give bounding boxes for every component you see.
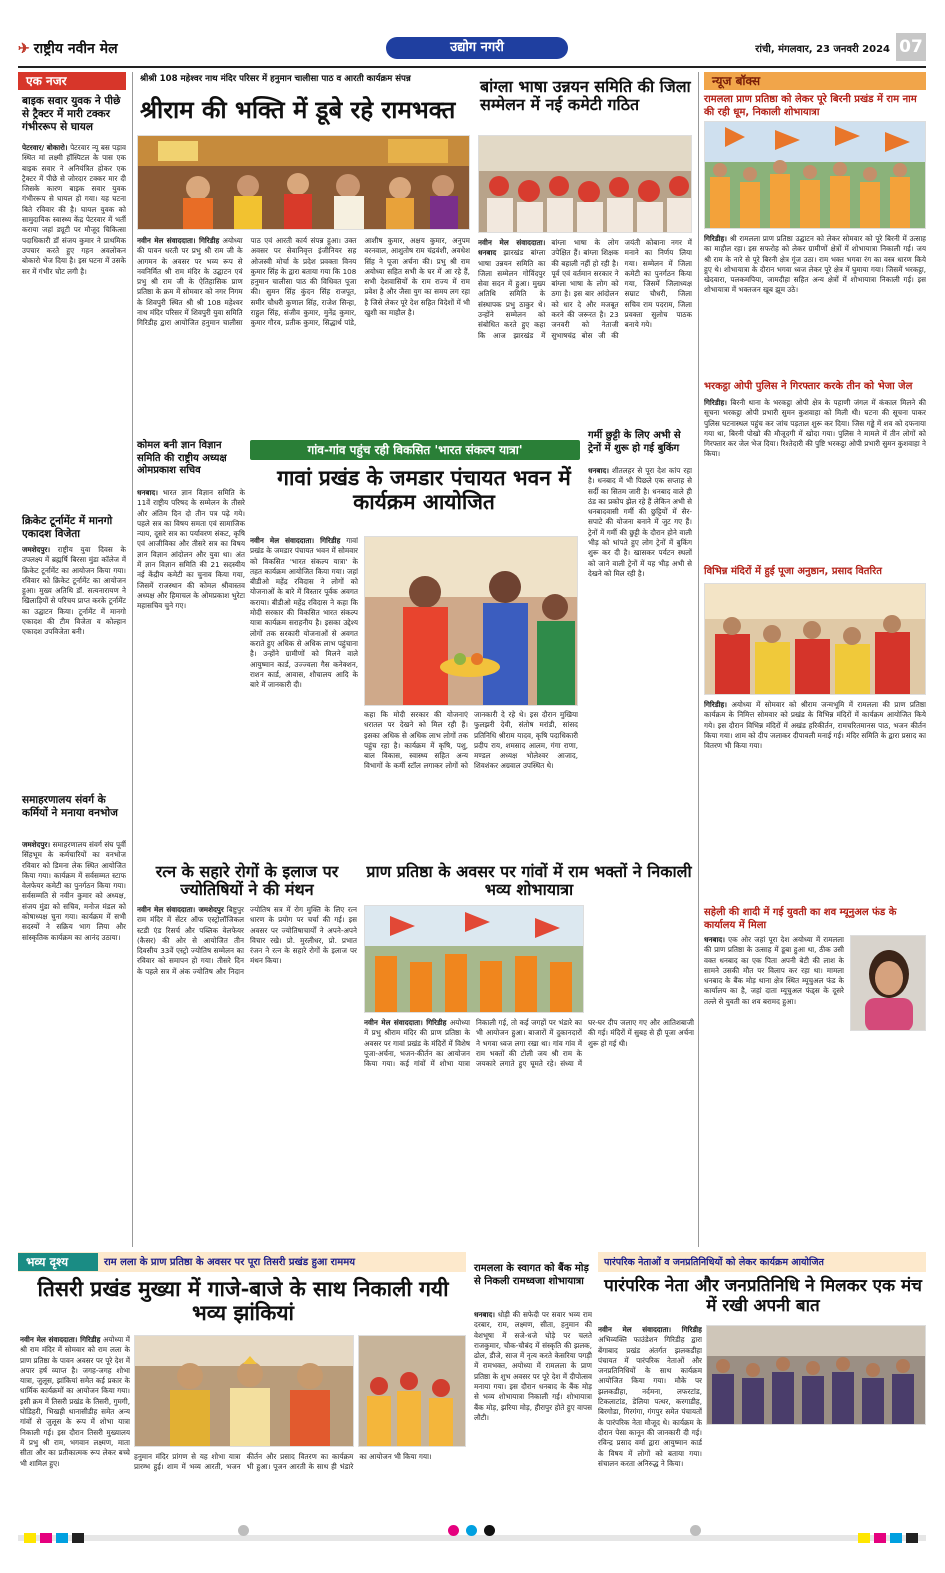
newsbox-dateline: गिरिडीह। (704, 234, 727, 243)
story-text: अयोध्या की पावन धरती पर प्रभु श्री राम जी के आगमन के अवसर पर भव्य रूप से नवनिर्मित श्री राम मंदिर के उद्घाटन एवं प्रभु श्री राम जी के ऐतिहासिक प्राण प्रतिष्ठा के क्रम में सोमवार को नगर निगम के शिवपुरी स्थित श्री श्री 108 महेश्वर नाथ मंदिर परिसर में शिवपुरी युवा समिति गिरिडीह द्वारा आयोजित हनुमान चालीसा पाठ एवं आरती कार्य संपन्न हुआ। उक्त अवसर पर सेवानिवृत्त इंजीनियर सह ओजस्वी मोर्चा के प्रदेश प्रवक्ता विनय कुमार सिंह के द्वारा बताया गया कि 108 हनुमान चालीसा पाठ की विधिवत पूजा की। सुमन सिंह कुंदन सिंह राजपूत, समीर चौधरी कुणाल सिंह, राजेश सिन्हा, राहुल सिंह, संजीव कुमार, मुनेंद्र कुमार, कुमार गौरव, प्रतीक कुमार, सिद्धार्थ पांडे, आशीष कुमार, अक्षय कुमार, अनुपम वरनवाल, आशुतोष राम चंद्रवंशी, अवधेश सिंह ने पूजा अर्चना की। प्रभु श्री राम अयोध्या सहित सभी के घर में आ रहे हैं, सभी देशवासियों के राम राज्य में राम प्रवेश है और जैसा युग का समय लग रहा है जिसे लेकर पूरे देश सहित विदेशों में भी खुशी का माहौल है। (137, 236, 470, 328)
newsbox-text: अयोध्या में सोमवार को श्रीराम जन्मभूमि में रामलला की प्राण प्रतिष्ठा कार्यक्रम के निमित्त सोमवार को प्रखंड के विभिन्न मंदिरों में कार्यक्रम आयोजित किये गये। इस दौरान विभिन्न मंदिरों में अखंड हरिकीर्तन, रामचरितमानस पाठ, भजन कीर्तन किया गया। शाम को दीप जलाकर दीपावली मनाई गई। मंदिर समिति के द्वारा प्रसाद का वितरण भी किया गया। (704, 700, 926, 751)
village-procession-photo-art (365, 906, 584, 1013)
register-dot (466, 1525, 477, 1536)
story-headline: बांग्ला भाषा उन्नयन समिति की जिला सम्मेलन में नई कमेटी गठित (480, 77, 691, 115)
masthead-title: राष्ट्रीय नवीन मेल (33, 41, 118, 57)
story-body (137, 488, 245, 850)
brief-text: समाहरणालय संवर्ग संघ पूर्वी सिंहभूम के कर्मचारियों का वनभोज रविवार को डिमना लेक स्थित आयोजित किया गया। कार्यक्रम में सर्वसम्मत स्टाफ वेलफेयर कमेटी का पुनर्गठन किया गया। सर्वसम्मति से नवीन कुमार को अध्यक्ष, संजय मुंडा को सचिव, मनोज मंडल को कोषाध्यक्ष चुना गया। कार्यक्रम में सभी सदस्यों ने सक्रिय भाग लिया और सांस्कृतिक कार्यक्रम का आनंद उठाया। (22, 840, 126, 942)
news-box-label: न्यूज बॉक्स (704, 72, 926, 90)
newsbox-body (704, 935, 844, 1037)
newsbox-body (704, 398, 926, 563)
header-rule (18, 66, 926, 68)
story-text: अभिव्यक्ति फाउंडेशन गिरिडीह द्वारा बेंगाबाद प्रखंड अंतर्गत झलकडीहा पंचायत में पारंपरिक नेताओं और जनप्रतिनिधियों के साथ कार्यक्रम आयोजित किया गया। मौके पर झलकडीहा, नर्दमना, लफरटांड, टिकलाटांड, डेलिया पत्थर, करगाडीह, बिरगोडा, गिरगंगा, गंगपुर समेत पंचायतों के पारंपरिक नेता मौजूद थे। कार्यक्रम के दौरान पेसा कानून की जानकारी दी गई। रविन्द्र प्रसाद वर्मा द्वारा आयुष्मान कार्ड के विषय में लोगों को बताया गया। संचालन करता अनिरुद्ध ने किया। (598, 1335, 702, 1468)
story-body-continued: हनुमान मंदिर प्रांगण से यह शोभा यात्रा प्रारम्भ हुई। शाम में भव्य आरती, भजन कीर्तन और प्रसाद वितरण का कार्यक्रम भी हुआ। पूजन आरती के साथ ही भंडारे का आयोजन भी किया गया। (134, 1452, 432, 1472)
story-body (364, 1018, 694, 1240)
brief-dateline: पेटरवार/ बोकारो। (22, 143, 68, 152)
story-body (20, 1335, 130, 1525)
story-body (137, 905, 357, 1240)
brief-body (22, 143, 126, 511)
register-dot (448, 1525, 459, 1536)
village-procession-photo (364, 905, 584, 1013)
story-headline: गर्मी छुट्टी के लिए अभी से ट्रेनों में शुरू हो गई बुकिंग (588, 430, 681, 454)
procession-photo (704, 121, 926, 229)
story-headline: प्राण प्रतिष्ठा के अवसर पर गांवों में राम भक्तों ने निकाली भव्य शोभायात्रा (366, 862, 692, 900)
newsbox-text: बिरनी थाना के भरकट्ठा ओपी क्षेत्र के पहाणी जंगल में कंकाल मिलने की सूचना भरकट्ठा ओपी प्रभारी सुमन कुशवाहा को मिली थी। घटना की सूचना पाकर पुलिस घटनास्थल पहुंच कर जांच पड़ताल शुरू कर दिया। जिस गड्ढे में शव को दफनाया गया था, बिरनी पोखो की मौजूदगी में खोदा गया। पुलिस ने मामले में तीन लोगों को गिरफ्तार कर जेल भेज दिया। रिश्तेदारी की पुष्टि भरकट्ठा ओपी प्रभारी सुमन कुशवाहा ने किया। (704, 398, 926, 459)
newsbox-text: एक ओर जहां पूरा देश अयोध्या में रामलला की प्राण प्रतिष्ठा के उत्साह में डूबा हुआ था, ठीक उसी वक्त धनबाद का एक पिता अपनी बेटी की लाश के सामने उसकी मौत पर विलाप कर रहा था। मामला धनबाद के बैंक मोड़ थाना क्षेत्र स्थित म्यूचुअल फंड के कार्यालय का है, जहां दाता म्यूचुअल फंड्स के दूसरे तल्ले से युवती का शव बरामद हुआ। (704, 935, 844, 1006)
brief-dateline: जमशेदपुर। (22, 840, 51, 849)
newsbox-headline: रामलला प्राण प्रतिष्ठा को लेकर पूरे बिरनी प्रखंड में राम नाम की रही धूम, निकाली शोभायात्रा (704, 94, 917, 118)
meeting-photo-art (707, 1326, 926, 1425)
brief-dateline: जमशेदपुर। (22, 545, 51, 554)
ek-nazar-label: एक नजर (18, 72, 126, 90)
story-body (137, 236, 470, 386)
yatra-photo (364, 536, 578, 706)
brief-headline: समाहरणालय संवर्ग के कर्मियों ने मनाया वनभोज (22, 794, 118, 820)
newsbox-dateline: धनबाद। (704, 935, 725, 944)
story-text: अयोध्या में प्रभु श्रीराम मंदिर की प्राण प्रतिष्ठा के अवसर पर गावां प्रखंड के मंदिरों में विशेष पूजा-अर्चना, भजन-कीर्तन का आयोजन किया गया। कई गांवों में शोभा यात्रा निकाली गई, तो कई जगहों पर भंडारे का भी आयोजन हुआ। बाजारों में दुकानदारों ने भगवा ध्वज लगा रखा था। गांव गांव में राम भक्तों की टोली जय श्री राम के जयकारे लगाते हुए घूमते रहे। संध्या में घर-घर दीप जलाए गए और आतिशबाजी की गई। मंदिरों में सुबह से ही पूजा अर्चना शुरू हो गई थी। (364, 1018, 694, 1069)
story-text: अयोध्या में श्री राम मंदिर में सोमवार को राम लला के प्राण प्रतिष्ठा के पावन अवसर पर पूरे देश में अपार हर्ष व्याप्त है। जगह-जगह शोभा यात्रा, जुलूस, झांकियां समेत कई प्रकार के धार्मिक कार्यक्रमों का आयोजन किया गया। इसी क्रम में तिसरी प्रखंड के तिसरी, गुमगी, घोडिहरी, भिखही थानासीडीह समेत अन्य गांवों से जुलूस के रूप में शोभा यात्रा निकाली गई। इस दौरान तिसरी मुख्यालय में प्रभु श्री राम, भगवान लक्ष्मण, माता सीता और का प्रतीकात्मक रूप लेकर बच्चे भी शामिल हुए। (20, 1335, 130, 1468)
temple-photo-art (705, 584, 926, 695)
story-headline: तिसरी प्रखंड मुख्या में गाजे-बाजे के साथ निकाली गयी भव्य झांकियां (37, 1276, 449, 1326)
bhavya-tag: भव्य दृश्य (18, 1253, 98, 1271)
newsbox-dateline: गिरिडीह। (704, 398, 727, 407)
story-dateline: धनबाद। (474, 1310, 495, 1319)
register-dot (690, 1525, 701, 1536)
story-dateline: नवीन मेल संवाददाता। धनबाद (478, 238, 546, 258)
story-kicker: पारंपरिक नेताओं व जनप्रतिनिधियों को लेकर कार्यक्रम आयोजित (604, 1257, 824, 1268)
story-dateline: नवीन मेल संवाददाता। गिरिडीह (598, 1325, 702, 1334)
portrait-photo-art (851, 936, 926, 1031)
story-body (478, 238, 692, 423)
issue-date: रांची, मंगलवार, 23 जनवरी 2024 (755, 44, 890, 55)
story-body (474, 1310, 592, 1525)
story-dateline: धनबाद। (137, 488, 158, 497)
section-title: उद्योग नगरी (386, 37, 568, 59)
story-kicker: श्रीश्री 108 महेश्वर नाथ मंदिर परिसर में हनुमान चालीसा पाठ व आरती कार्यक्रम संपन्न (140, 74, 411, 84)
story-text: गावां प्रखंड के जमडार पंचायत भवन में सोमवार को विकसित 'भारत संकल्प यात्रा' के तहत कार्यक्रम आयोजित किया गया। जहां बीडीओ महेंद्र रविदास ने लोगों को योजनाओं के बारे में विस्तार पूर्वक अवगत कराया। बीडीओ महेंद्र रविदास ने कहा कि मोदी सरकार की विकसित भारत संकल्प यात्रा कार्यक्रम सराहनीय है। इसका उद्देश्य लोगों तक सरकारी योजनाओं से अवगत कराते हुए अधिक से अधिक लाभ पहुंचाना है। उन्होंने ग्रामीणों को मिलने वाले आयुष्मान कार्ड, उज्ज्वला गैस कनेक्शन, राशन कार्ड, आवास, शौचालय आदि के बारे में जानकारी दी। (250, 536, 358, 690)
newsbox-headline: सहेली की शादी में गई युवती का शव म्यूनुअल फंड के कार्यालय में मिला (704, 907, 897, 931)
page-number: 07 (896, 33, 926, 61)
gathering-photo (478, 135, 692, 233)
brief-headline: क्रिकेट टूर्नामेंट में मानगो एकादश विजेता (22, 515, 113, 541)
procession-photo-art (705, 122, 926, 229)
prayer-photo-art (138, 136, 470, 230)
story-text: बिष्टुपुर राम मंदिर में सेंटर ऑफ एस्ट्रोलॉजिकल स्टडी एंड रिसर्च और पब्लिक वेलफेयर (कैसर) की ओर से आयोजित तीन दिवसीय 33वें एस्ट्रो ज्योतिष सम्मेलन का रविवार को समापन हो गया। तीसरे दिन के पहले सत्र में अंक ज्योतिष और निदान ज्योतिष सत्र में रोग मुक्ति के लिए रत्न धारण के प्रयोग पर चर्चा की गई। इस अवसर पर ज्योतिषाचार्यों ने अपने-अपने विचार रखे। प्रो. मुरलीधर, प्रो. प्रभात रंजन ने रत्न के सहारे रोगों के इलाज पर मंथन किया। (137, 905, 357, 976)
gathering-photo-art (479, 136, 692, 233)
prayer-photo (137, 135, 470, 230)
yatra-banner: गांव-गांव पहुंच रही विकसित 'भारत संकल्प यात्रा' (250, 440, 580, 460)
brief-body (22, 545, 126, 789)
story-text: शीतलहर से पूरा देश कांप रहा है। धनबाद में भी पिछले एक सप्ताह से सर्दी का सितम जारी है। धनबाद वाले ही ठंड का प्रकोप झेल रहे हैं लेकिन अभी से धनबादवासी गर्मी की छुट्टियों में सैर-सपाटे की योजना बनाने में जुट गए हैं। ट्रेनों में गर्मी की छुट्टी के दौरान होने वाली भीड़ को भांपते हुए लोग ट्रेनों में बुकिंग शुरू कर दी है। खासकर पर्यटन स्थलों को जाने वाली ट्रेनों में यह भीड़ अभी से देखने को मिल रही है। (588, 466, 692, 578)
portrait-photo (850, 935, 926, 1031)
register-dot (484, 1525, 495, 1536)
bird-logo-icon: ✈ (18, 41, 30, 57)
newsbox-text: श्री रामलला प्राण प्रतिष्ठा उद्घाटन को लेकर सोमवार को पूरे बिरनी में उत्साह का माहौल रहा। इस सफरोह को लेकर ग्रामीणों क्षेत्रों में शोभायात्रा निकाली गई। जय श्री राम के नारे से पूरे बिरनी क्षेत्र गूंज उठा। राम भक्त भगवा रंग का वस्त्र धारण किये हुए थे। शोभायात्रा के दौरान भगवा ध्वज लेकर पूरे क्षेत्र में घुमाया गया। जिसमें भरकट्ठा, खेदवारा, पलकमपिया, जामदीहा सहित अन्य क्षेत्रों में शोभायात्रा निकाली गई। इस शोभायात्रा में भक्तजन खूब झूम उठे। (704, 234, 926, 295)
story-headline: रत्न के सहारे रोगों के इलाज पर ज्योतिषियों ने की मंथन (155, 862, 339, 900)
story-headline: गावां प्रखंड के जमडार पंचायत भवन में कार्यक्रम आयोजित (277, 465, 571, 515)
brief-text: राष्ट्रीय युवा दिवस के उपलक्ष्य में ब्रह्मर्षि बिरसा मुंडा कॉलेज में क्रिकेट टूर्नामेंट का आयोजन किया गया। रविवार को क्रिकेट टूर्नामेंट का आयोजन हुआ। मुख्य अतिथि डॉ. सत्यनारायण ने खिलाड़ियों से परिचय प्राप्त करके टूर्नामेंट का उद्घाटन किया। टूर्नामेंट में मानगो एकादश की टीम विजेता व कोल्हान एकादश उपविजेता बनी। (22, 545, 126, 637)
tableau-photo-art (135, 1336, 354, 1447)
story-dateline: नवीन मेल संवाददाता। गिरिडीह (364, 1018, 447, 1027)
brief-body (22, 840, 126, 1240)
yatra-caption: कहा कि मोदी सरकार की योजनाएं धरातल पर देखने को मिल रही हैं। इसका अधिक से अधिक लाभ लोगों तक पहुंच रहा है। कार्यक्रम में कृषि, पशु, बाल विकास, स्वास्थ्य सहित अन्य विभागों के कर्मी स्टॉल लगाकर लोगों को जानकारी दे रहे थे। इस दौरान मुखिया फुलझरी देवी, संतोष मरांडी, सांसद प्रतिनिधि श्रीराम यादव, कृषि पदाधिकारी प्रदीप राय, शमसाद आलम, गंगा राणा, मण्डल अध्यक्ष भोलेश्वर आजाद, शिवशंकर अग्रवाल उपस्थित थे। (364, 710, 578, 771)
story-headline: रामलला के स्वागत को बैंक मोड़ से निकली रामध्वजा शोभायात्रा (474, 1263, 589, 1287)
yatra-photo-art (365, 537, 578, 706)
story-headline: श्रीराम की भक्ति में डूबे रहे रामभक्त (140, 95, 456, 124)
story-headline: पारंपरिक नेता और जनप्रतिनिधि ने मिलकर एक मंच में रखी अपनी बात (604, 1276, 922, 1316)
crowd-photo (358, 1335, 466, 1447)
story-body (598, 1325, 702, 1525)
story-dateline: नवीन मेल संवाददाता। गिरिडीह (20, 1335, 101, 1344)
story-headline: कोमल बनी ज्ञान विज्ञान समिति की राष्ट्रीय अध्यक्ष ओमप्रकाश सचिव (137, 440, 227, 476)
column-divider (132, 72, 133, 1247)
story-body (250, 536, 358, 850)
temple-photo (704, 583, 926, 695)
story-text: धोड़ी की सफेदी पर सवार भव्य राम दरबार, राम, लक्ष्मण, सीता, हनुमान की वेशभूषा में सजे-धजे घोड़े पर चलते राजकुमार, चौक-चौबंद में संस्कृति की झलक, ढोल, डीजे, साज में नृत्य करते केसरिया पगड़ी में रामभक्त, अयोध्या में रामलला के प्राण प्रतिष्ठा के शुभ अवसर पर पूरे देश में दीपोत्सव मनाया गया। इस दौरान धनबाद के बैंक मोड़ से भव्य शोभायात्रा निकाली गई। शोभायात्रा बैंक मोड़, झरिया मोड़, हीरापुर होते हुए वापस लौटी। (474, 1310, 592, 1422)
newsbox-headline: विभिन्न मंदिरों में हुई पूजा अनुष्ठान, प्रसाद वितरित (704, 566, 882, 577)
story-kicker: राम लला के प्राण प्रतिष्ठा के अवसर पर पूरा तिसरी प्रखंड हुआ राममय (104, 1257, 356, 1268)
story-dateline: नवीन मेल संवाददाता। जमशेदपुर (137, 905, 224, 914)
newsbox-body (704, 700, 926, 903)
tableau-photo (134, 1335, 354, 1447)
story-text: भारत ज्ञान विज्ञान समिति के 11वें राष्ट्रीय परिषद के सम्मेलन के तीसरे और अंतिम दिन दो तीन पत्र पढ़े गये। पहले सत्र का विषय समता एवं सामाजिक न्याय, दूसरे सत्र का पर्यावरण संकट, कृषि एवं आजीविका और तीसरे सत्र का विषय ज्ञान विज्ञान आंदोलन और युवा था। अंत में ज्ञान विज्ञान समिति की 21 सदस्यीय नई केंद्रीय कमेटी का चुनाव किया गया, जिसमें राजस्थान की कोमल श्रीवास्तव अध्यक्ष और हिमाचल के ओमप्रकाश भुरेटा महासचिव चुने गए। (137, 488, 245, 611)
column-divider (698, 72, 699, 1247)
newsbox-body-continued (704, 1040, 926, 1240)
crowd-photo-art (359, 1336, 466, 1447)
story-dateline: नवीन मेल संवाददाता। गिरिडीह (137, 236, 220, 245)
story-body (588, 466, 692, 850)
newsbox-dateline: गिरिडीह। (704, 700, 727, 709)
newsbox-body (704, 234, 926, 376)
story-body-continued (706, 1430, 926, 1525)
masthead (18, 39, 118, 58)
meeting-photo (706, 1325, 926, 1425)
story-text: झारखंड बांग्ला भाषा उन्नयन समिति का जिला सम्मेलन गोविंदपुर सेवा सदन में हुआ। मुख्य अतिथि समिति के संस्थापक प्रभु ठाकुर थे। उन्होंने सम्मेलन को संबोधित करते हुए कहा कि आज झारखंड में बांग्ला भाषा के लोग उपेक्षित हैं। बांग्ला शिक्षक की बहाली नहीं हो रही है। पूर्व एवं वर्तमान सरकार ने बांग्ला भाषा के लोग को ठगा है। इस बार आंदोलन को धार दे और मजबूत करने की जरूरत है। 23 जनवरी को नेताजी सुभाषचंद्र बोस जी की जयंती कोबाना नगर में मनाने का निर्णय लिया गया। सम्मेलन में जिला कमेटी का पुनर्गठन किया गया, जिसमें जिलाध्यक्ष सम्राट चौधरी, जिला सचिव राम पदराम, जिला प्रवक्ता सुलोच पाठक बनाये गये। (478, 238, 692, 340)
story-dateline: नवीन मेल संवाददाता। गिरिडीह (250, 536, 341, 545)
story-dateline: धनबाद। (588, 466, 609, 475)
register-dot (238, 1525, 249, 1536)
brief-text: पेटरवार न्यू बस पड़ाव स्थित मां लक्ष्मी हॉस्पिटल के पास एक बाइक सवार ने अनियंत्रित होकर एक ट्रैक्टर में पीछे से जोरदार टक्कर मार दी जिसके कारण बाइक सवार युवक गंभीररूप से घायल हो गया। यह घटना बिते रविवार की है। घायल युवक को सामुदायिक स्वास्थ्य केंद्र पेटरवार में भर्ती कराया जहां ड्यूटी पर मौजूद चिकित्सा पदाधिकारी डॉ संजय कुमार ने प्राथमिक उपचार करते हुए गहन अवलोकन बोकारो भेज दिया है। इस घटना में उसके सर में गंभीर चोट लगी है। (22, 143, 126, 276)
brief-headline: बाइक सवार युवक ने पीछे से ट्रैक्टर में मारी टक्कर गंभीररूप से घायल (22, 95, 121, 134)
page-header (18, 35, 926, 65)
newsbox-headline: भरकट्ठा ओपी पुलिस ने गिरफ्तार करके तीन को भेजा जेल (704, 381, 913, 392)
